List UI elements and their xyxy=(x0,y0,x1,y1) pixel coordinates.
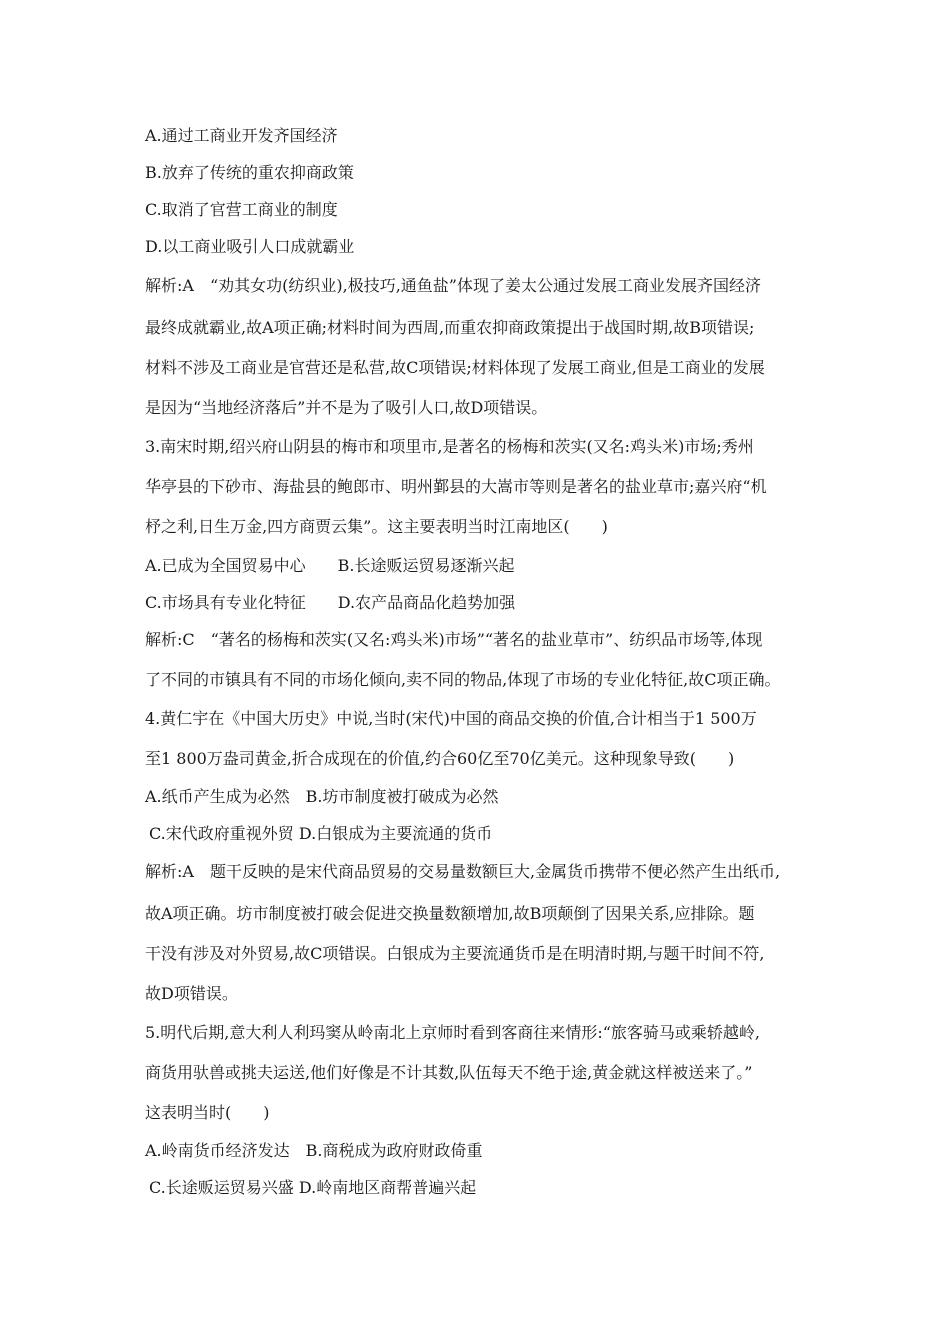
analysis-q3-line2: 了不同的市镇具有不同的市场化倾向,卖不同的物品,体现了市场的专业化特征,故C项正确。 xyxy=(145,670,781,689)
option-d-q2: D.以工商业吸引人口成就霸业 xyxy=(145,237,355,256)
analysis-q3-line1: 解析:C “著名的杨梅和茨实(又名:鸡头米)市场”“著名的盐业草市”、纺织品市场等,体现 xyxy=(145,630,763,649)
options-q5-cd: C.长途贩运贸易兴盛 D.岭南地区商帮普遍兴起 xyxy=(149,1178,477,1197)
question-5-line3: 这表明当时( ) xyxy=(145,1103,270,1122)
question-4-line1: 4.黄仁宇在《中国大历史》中说,当时(宋代)中国的商品交换的价值,合计相当于1 500万 xyxy=(145,709,757,728)
options-q4-ab: A.纸币产生成为必然 B.坊市制度被打破成为必然 xyxy=(145,787,499,806)
options-q4-cd: C.宋代政府重视外贸 D.白银成为主要流通的货币 xyxy=(149,824,493,843)
analysis-q2-line3: 材料不涉及工商业是官营还是私营,故C项错误;材料体现了发展工商业,但是工商业的发展 xyxy=(145,358,765,377)
question-5-line2: 商货用驮兽或挑夫运送,他们好像是不计其数,队伍每天不绝于途,黄金就这样被送来了。” xyxy=(145,1063,753,1082)
analysis-q2-line4: 是因为“当地经济落后”并不是为了吸引人口,故D项错误。 xyxy=(145,398,548,417)
analysis-q4-line4: 故D项错误。 xyxy=(145,984,238,1003)
question-3-line1: 3.南宋时期,绍兴府山阴县的梅市和项里市,是著名的杨梅和茨实(又名:鸡头米)市场;秀州 xyxy=(145,437,754,456)
option-c-q2: C.取消了官营工商业的制度 xyxy=(145,200,338,219)
analysis-q4-line2: 故A项正确。坊市制度被打破会促进交换量数额增加,故B项颠倒了因果关系,应排除。题 xyxy=(145,904,755,923)
analysis-q2-line2: 最终成就霸业,故A项正确;材料时间为西周,而重农抑商政策提出于战国时期,故B项错误; xyxy=(145,318,755,337)
option-a-q2: A.通过工商业开发齐国经济 xyxy=(145,126,338,145)
options-q3-ab: A.已成为全国贸易中心 B.长途贩运贸易逐渐兴起 xyxy=(145,556,515,575)
question-3-line3: 杼之利,日生万金,四方商贾云集”。这主要表明当时江南地区( ) xyxy=(145,517,608,536)
question-3-line2: 华亭县的下砂市、海盐县的鲍郎市、明州鄞县的大嵩市等则是著名的盐业草市;嘉兴府“机 xyxy=(145,477,767,496)
analysis-q4-line1: 解析:A 题干反映的是宋代商品贸易的交易量数额巨大,金属货币携带不便必然产生出纸币, xyxy=(145,862,781,881)
options-q5-ab: A.岭南货币经济发达 B.商税成为政府财政倚重 xyxy=(145,1141,483,1160)
option-b-q2: B.放弃了传统的重农抑商政策 xyxy=(145,163,354,182)
analysis-q4-line3: 干没有涉及对外贸易,故C项错误。白银成为主要流通货币是在明清时期,与题干时间不符, xyxy=(145,944,765,963)
question-4-line2: 至1 800万盎司黄金,折合成现在的价值,约合60亿至70亿美元。这种现象导致( ) xyxy=(145,749,735,768)
analysis-q2-line1: 解析:A “劝其女功(纺织业),极技巧,通鱼盐”体现了姜太公通过发展工商业发展齐国经济 xyxy=(145,276,761,295)
options-q3-cd: C.市场具有专业化特征 D.农产品商品化趋势加强 xyxy=(145,593,516,612)
question-5-line1: 5.明代后期,意大利人利玛窦从岭南北上京师时看到客商往来情形:“旅客骑马或乘轿越岭, xyxy=(145,1023,761,1042)
